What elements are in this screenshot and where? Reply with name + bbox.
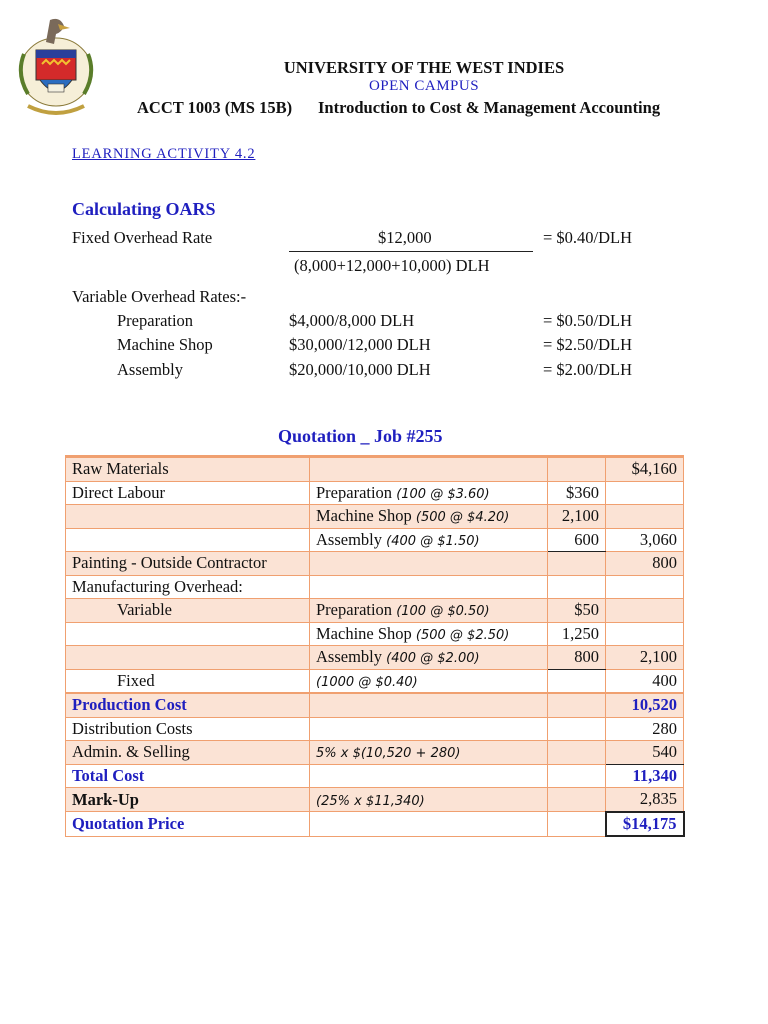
table-row: [66, 812, 684, 837]
row-total: 11,340: [606, 764, 684, 788]
row-calc: (500 @ $4.20): [415, 510, 510, 526]
table-row: [66, 552, 684, 576]
activity-heading: LEARNING ACTIVITY 4.2: [72, 146, 256, 162]
row-dept: Assembly: [316, 647, 382, 667]
row-label: Direct Labour: [66, 481, 310, 505]
row-dept: Preparation: [316, 600, 393, 620]
table-row: [66, 457, 684, 482]
row-dept: Machine Shop: [316, 506, 412, 526]
row-amount: $360: [548, 481, 606, 505]
table-row: [66, 646, 684, 670]
row-dept: Machine Shop: [316, 623, 412, 643]
table-row: [66, 505, 684, 529]
row-label: Admin. & Selling: [66, 741, 310, 765]
row-total: $14,175: [606, 812, 684, 837]
row-total: $4,160: [606, 457, 684, 482]
row-total: 3,060: [606, 528, 684, 552]
campus-name: OPEN CAMPUS: [368, 78, 480, 94]
row-total: 10,520: [606, 693, 684, 717]
row-total: 800: [606, 552, 684, 576]
university-name: UNIVERSITY OF THE WEST INDIES: [283, 58, 565, 77]
row-label: Mark-Up: [66, 788, 310, 812]
row-label: Variable: [66, 599, 310, 623]
row-total: 2,100: [606, 646, 684, 670]
fixed-overhead-numerator: $12,000: [378, 228, 432, 247]
var-rate-result: = $2.00/DLH: [543, 360, 633, 379]
course-code: ACCT 1003 (MS 15B): [137, 98, 293, 117]
quotation-title: Quotation _ Job #255: [278, 426, 443, 446]
table-row: [66, 788, 684, 812]
table-row: [66, 528, 684, 552]
row-total: 2,835: [606, 788, 684, 812]
var-rate-calc: $20,000/10,000 DLH: [289, 360, 431, 379]
row-label: Production Cost: [66, 693, 310, 717]
var-rate-dept: Assembly: [117, 360, 183, 379]
var-rate-calc: $4,000/8,000 DLH: [289, 311, 415, 330]
var-rate-dept: Machine Shop: [117, 335, 213, 354]
row-label: Fixed: [66, 669, 310, 693]
fraction-line: [289, 251, 533, 252]
row-amount: 600: [548, 528, 606, 552]
table-row: [66, 741, 684, 765]
row-calc: (400 @ $1.50): [386, 533, 480, 549]
row-calc: (400 @ $2.00): [386, 651, 480, 667]
row-total: 540: [606, 741, 684, 765]
table-row: [66, 669, 684, 693]
var-rate-result: = $2.50/DLH: [543, 335, 633, 354]
row-calc: (1000 @ $0.40): [316, 674, 418, 690]
table-row: [66, 622, 684, 646]
var-rate-dept: Preparation: [117, 311, 194, 330]
row-calc: (100 @ $3.60): [396, 486, 490, 502]
course-title: Introduction to Cost & Management Accounting: [318, 98, 661, 117]
row-label: Total Cost: [66, 764, 310, 788]
row-calc: (500 @ $2.50): [415, 627, 510, 643]
row-label: Raw Materials: [66, 457, 310, 482]
fixed-overhead-denominator: (8,000+12,000+10,000) DLH: [294, 256, 490, 275]
row-amount: 800: [548, 646, 606, 670]
table-row: [66, 764, 684, 788]
var-rate-result: = $0.50/DLH: [543, 311, 633, 330]
row-calc: (100 @ $0.50): [396, 604, 490, 620]
table-row: [66, 575, 684, 599]
row-label: Manufacturing Overhead:: [66, 575, 310, 599]
row-dept: Assembly: [316, 529, 382, 549]
table-row: [66, 717, 684, 741]
row-amount: $50: [548, 599, 606, 623]
row-label: Quotation Price: [66, 812, 310, 837]
fixed-overhead-label: Fixed Overhead Rate: [72, 228, 213, 247]
variable-overhead-label: Variable Overhead Rates:-: [72, 287, 247, 306]
row-calc: 5% x $(10,520 + 280): [316, 746, 461, 762]
fixed-overhead-result: = $0.40/DLH: [543, 228, 633, 247]
table-row: [66, 481, 684, 505]
table-row: [66, 693, 684, 717]
row-total: 280: [606, 717, 684, 741]
var-rate-calc: $30,000/12,000 DLH: [289, 335, 431, 354]
quotation-table: [65, 455, 685, 837]
row-amount: 2,100: [548, 505, 606, 529]
row-total: 400: [606, 669, 684, 693]
row-label: Painting - Outside Contractor: [66, 552, 310, 576]
row-amount: 1,250: [548, 622, 606, 646]
row-dept: Preparation: [316, 482, 393, 502]
table-row: [66, 599, 684, 623]
row-calc: (25% x $11,340): [316, 793, 425, 809]
row-label: Distribution Costs: [66, 717, 310, 741]
oars-title: Calculating OARS: [72, 199, 216, 219]
